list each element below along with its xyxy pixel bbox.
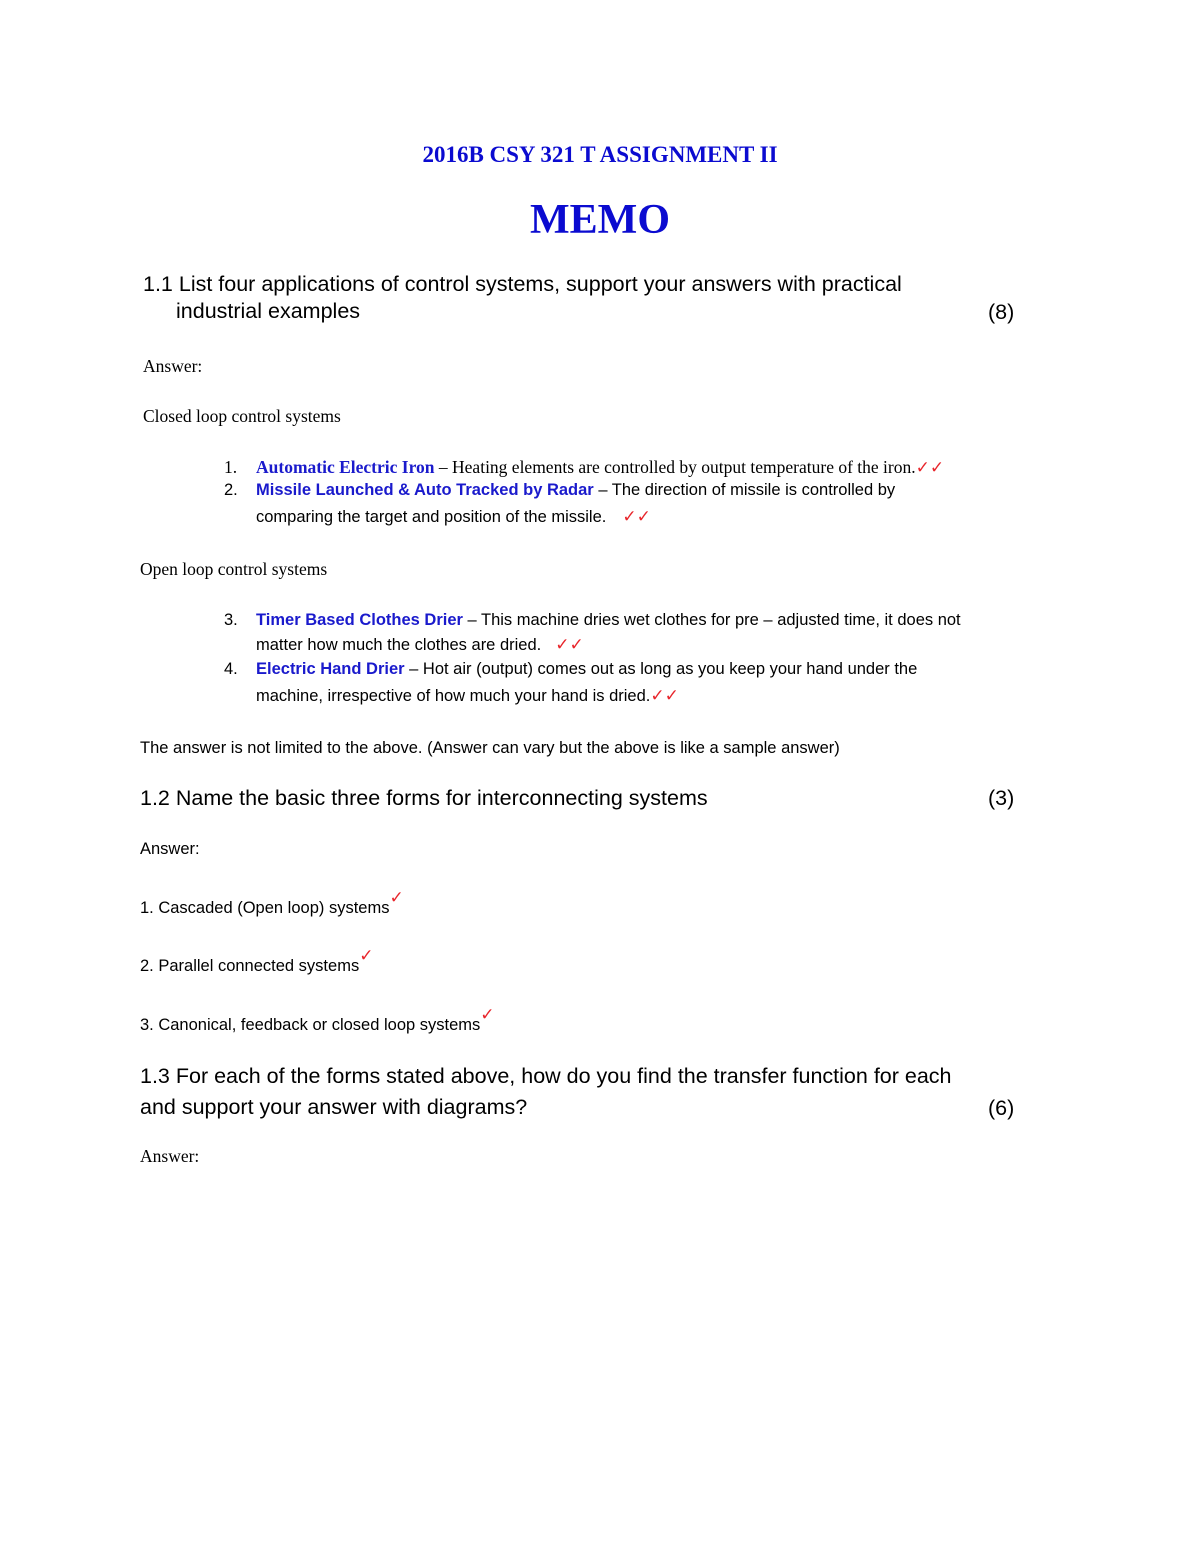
list-item-continuation xyxy=(256,507,651,527)
item-term: Timer Based Clothes Drier xyxy=(256,611,463,629)
item-text: – Hot air (output) comes out as long as you keep your hand under the xyxy=(404,660,918,678)
check-mark-icon: ✓ xyxy=(480,1005,495,1025)
item-text: 2. Parallel connected systems xyxy=(140,957,360,975)
item-text: matter how much the clothes are dried. xyxy=(256,636,542,654)
item-number: 3. xyxy=(224,611,238,629)
item-number: 4. xyxy=(224,660,238,678)
check-mark-icon: ✓✓ xyxy=(650,686,679,706)
item-text: – Heating elements are controlled by output temperature of the iron. xyxy=(434,457,916,477)
question-1-2: 1.2 Name the basic three forms for interconnecting systems xyxy=(140,786,708,810)
closed-loop-heading: Closed loop control systems xyxy=(143,406,341,426)
memo-heading: MEMO xyxy=(530,197,670,243)
question-1-3-line2: and support your answer with diagrams? xyxy=(140,1095,528,1119)
item-term: Automatic Electric Iron xyxy=(256,457,435,477)
item-term: Missile Launched & Auto Tracked by Radar xyxy=(256,481,594,499)
list-item-continuation xyxy=(256,686,679,706)
item-text: 3. Canonical, feedback or closed loop systems xyxy=(140,1016,481,1034)
question-1-1-line1: 1.1 List four applications of control systems, support your answers with practical xyxy=(143,272,902,296)
check-mark-icon: ✓ xyxy=(359,946,374,966)
question-1-1-marks: (8) xyxy=(988,300,1015,324)
list-item xyxy=(224,457,237,478)
check-mark-icon: ✓✓ xyxy=(555,635,584,655)
question-1-3-line1: 1.3 For each of the forms stated above, how do you find the transfer function for each xyxy=(140,1064,952,1088)
question-1-2-marks: (3) xyxy=(988,786,1015,810)
item-text: machine, irrespective of how much your hand is dried. xyxy=(256,687,651,705)
open-loop-heading: Open loop control systems xyxy=(140,559,328,579)
question-1-1-line2: industrial examples xyxy=(176,299,361,323)
list-item-continuation xyxy=(256,635,584,655)
document-title: 2016B CSY 321 T ASSIGNMENT II xyxy=(422,142,778,167)
check-mark-icon: ✓✓ xyxy=(622,507,651,527)
item-text: 1. Cascaded (Open loop) systems xyxy=(140,899,390,917)
answer-label-1-1: Answer: xyxy=(143,356,203,376)
list-item xyxy=(256,611,961,630)
list-item xyxy=(140,1005,495,1035)
check-mark-icon: ✓✓ xyxy=(915,458,945,478)
list-item xyxy=(140,888,404,918)
answer-label-1-3: Answer: xyxy=(140,1146,200,1166)
item-term: Electric Hand Drier xyxy=(256,660,405,678)
item-text: – This machine dries wet clothes for pre – adjusted time, it does not xyxy=(462,611,961,629)
list-item xyxy=(256,660,917,679)
answer-label-1-2: Answer: xyxy=(140,840,200,858)
list-item xyxy=(256,481,895,500)
answer-note: The answer is not limited to the above. (Answer can vary but the above is like a sample answer) xyxy=(140,739,840,757)
list-item xyxy=(140,946,374,976)
question-1-3-marks: (6) xyxy=(988,1096,1015,1120)
item-number: 2. xyxy=(224,481,238,499)
item-text: comparing the target and position of the missile. xyxy=(256,508,607,526)
item-text: – The direction of missile is controlled by xyxy=(593,481,896,499)
item-number: 1. xyxy=(224,457,238,477)
list-item xyxy=(256,457,944,478)
check-mark-icon: ✓ xyxy=(389,888,404,908)
